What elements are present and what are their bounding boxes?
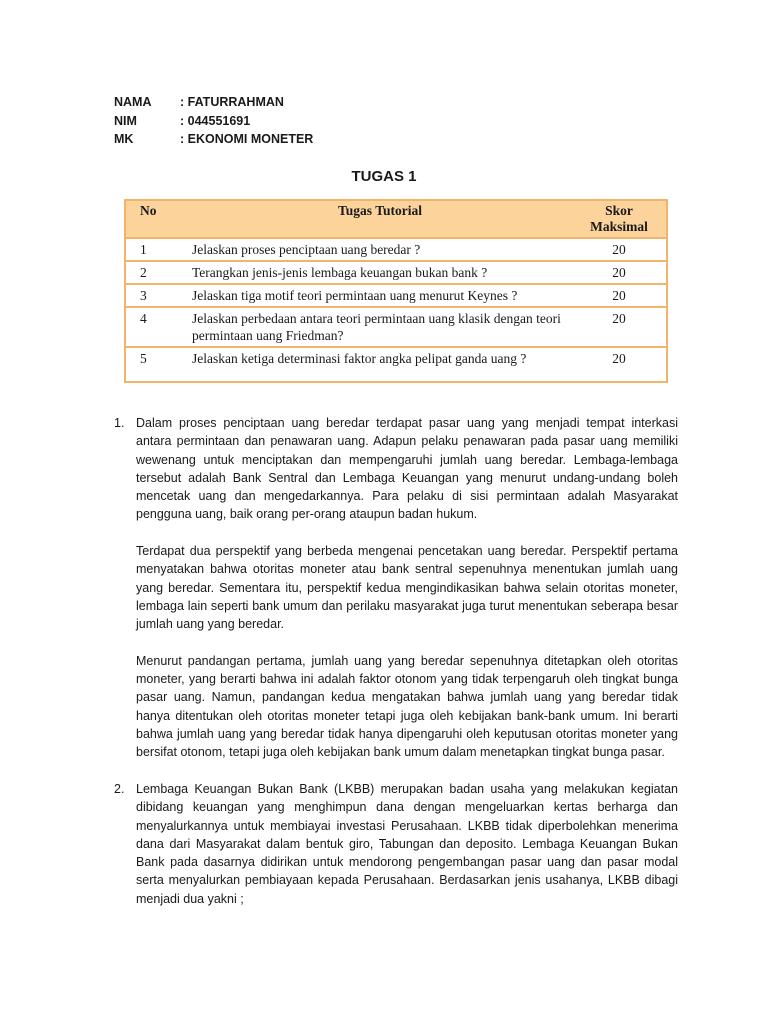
table-row <box>126 238 666 261</box>
answer-paragraph: Menurut pandangan pertama, jumlah uang yang beredar sepenuhnya ditetapkan oleh otoritas moneter, yang berarti bahwa ini adalah faktor otonom yang tidak terpengaruh oleh tingkat bunga pasar uang. Namun, pandangan kedua mengatakan bahwa jumlah uang yang beredar tidak hanya ditentukan oleh otoritas moneter tetapi juga oleh kebijakan bank-bank umum. Ini berarti bahwa jumlah uang yang beredar tidak hanya dipengaruhi oleh keputusan otoritas moneter yang bersifat otonom, tetapi juga oleh kebijakan bank umum dalam menetapkan tingkat bunga pasar. <box>136 653 678 760</box>
row-score: 20 <box>572 261 666 284</box>
table-row <box>126 307 666 347</box>
row-score: 20 <box>572 238 666 261</box>
page-title: TUGAS 1 <box>351 168 417 185</box>
answer-body <box>136 780 678 908</box>
answer-body <box>136 414 678 762</box>
identity-row-name <box>114 93 313 112</box>
row-no: 2 <box>126 261 188 284</box>
identity-row-nim <box>114 112 313 131</box>
row-task: Jelaskan ketiga determinasi faktor angka pelipat ganda uang ? <box>192 351 527 366</box>
row-task: Jelaskan proses penciptaan uang beredar ? <box>188 238 572 261</box>
row-task: Jelaskan tiga motif teori permintaan uang menurut Keynes ? <box>188 284 572 307</box>
header-score: Skor Maksimal <box>572 201 666 238</box>
answer-number: 1. <box>114 416 125 430</box>
answer-number: 2. <box>114 781 125 796</box>
answer-paragraph: Dalam proses penciptaan uang beredar terdapat pasar uang yang menjadi tempat interkasi antara permintaan dan penawaran uang. Adapun pelaku penawaran pada pasar uang memiliki wewenang untuk menciptakan dan mempengaruhi jumlah uang beredar. Lembaga-lembaga tersebut adalah Bank Sentral dan Lembaga Keuangan yang menurut undang-undang boleh mencetak uang dan mengedarkannya. Para pelaku di sisi permintaan adalah Masyarakat pengguna uang, baik orang per-orang ataupun badan hukum. <box>136 416 678 522</box>
table-header-row <box>126 201 666 238</box>
header-task: Tugas Tutorial <box>188 201 572 238</box>
answer-paragraph: Terdapat dua perspektif yang berbeda mengenai pencetakan uang beredar. Perspektif pertama menyatakan bahwa otoritas moneter atau bank sentral sepenuhnya menentukan jumlah uang yang beredar. Sementara itu, perspektif kedua mengindikasikan bahwa selain otoritas moneter, lembaga lain seperti bank umum dan perilaku masyarakat juga turut menentukan seberapa besar jumlah uang yang beredar. <box>136 544 678 632</box>
row-score: 20 <box>572 307 666 347</box>
identity-value: : FATURRAHMAN <box>180 95 284 109</box>
identity-row-course <box>114 130 313 149</box>
row-task: Terangkan jenis-jenis lembaga keuangan bukan bank ? <box>188 261 572 284</box>
identity-block <box>114 93 313 149</box>
table-row <box>126 284 666 307</box>
answer-paragraph: Lembaga Keuangan Bukan Bank (LKBB) merupakan badan usaha yang melakukan kegiatan dibidang keuangan yang menghimpun dana dengan mengeluarkan kertas berharga dan menyalurkannya untuk membiayai investasi Perusahaan. LKBB tidak diperbolehkan menerima dana dari Masyarakat dalam bentuk giro, Tabungan dan deposito. Lembaga Keuangan Bukan Bank pada dasarnya didirikan untuk mendorong pengembangan pasar uang dan pasar modal serta menyalurkan pembiayaan kepada Perusahaan. Berdasarkan jenis usahanya, LKBB dibagi menjadi dua yakni ; <box>136 781 678 906</box>
row-no: 1 <box>126 238 188 261</box>
table-row <box>126 261 666 284</box>
row-task: Jelaskan perbedaan antara teori permintaan uang klasik dengan teori permintaan uang Friedman? <box>188 307 572 347</box>
answer-item-2 <box>114 780 678 908</box>
row-score: 20 <box>572 284 666 307</box>
identity-key: MK <box>114 132 134 146</box>
answers-list <box>114 414 678 908</box>
identity-value: : 044551691 <box>180 113 251 128</box>
row-no: 5 <box>140 351 147 366</box>
identity-key: NIM <box>114 113 137 128</box>
answer-item-1 <box>114 414 678 762</box>
task-table <box>124 199 668 383</box>
identity-key: NAMA <box>114 95 152 109</box>
row-score: 20 <box>612 351 626 366</box>
identity-value: : EKONOMI MONETER <box>180 132 314 146</box>
row-no: 4 <box>126 307 188 347</box>
header-no: No <box>126 201 188 238</box>
row-no: 3 <box>126 284 188 307</box>
table-row <box>126 347 666 369</box>
